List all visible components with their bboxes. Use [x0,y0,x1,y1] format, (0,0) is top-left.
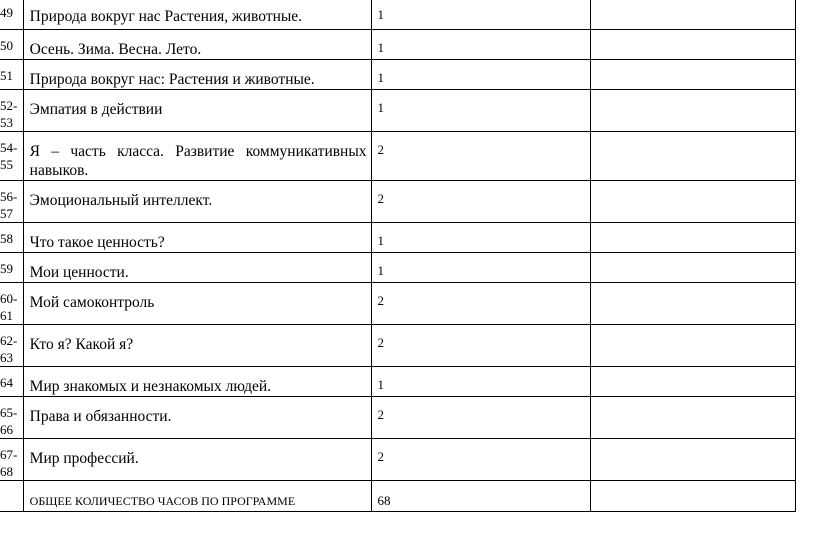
lesson-hours-cell [371,325,591,367]
lesson-topic: Я – часть класса. Развитие коммуникативных навыков. [29,143,367,179]
lesson-hours-cell [371,283,591,325]
lesson-hours: 2 [377,449,385,464]
lesson-number-cell [0,30,23,60]
lesson-topic-cell [23,0,371,30]
lesson-hours-cell [371,367,591,397]
total-label: ОБЩЕЕ КОЛИЧЕСТВО ЧАСОВ ПО ПРОГРАММЕ [29,494,296,508]
lesson-hours: 2 [377,407,385,422]
lesson-topic: Мои ценности. [29,264,129,281]
lesson-hours: 1 [377,233,385,248]
table-row [0,60,796,90]
empty-cell-cell [591,283,796,325]
lesson-hours: 1 [377,100,385,115]
empty-cell-cell [591,397,796,439]
total-extra-cell [591,481,796,512]
lesson-number-cell [0,90,23,132]
table-row [0,132,796,181]
table-row [0,181,796,223]
empty-cell-cell [591,253,796,283]
lesson-number: 54- 55 [0,140,18,172]
empty-cell-cell [591,90,796,132]
lesson-hours: 1 [377,377,385,392]
total-label-cell [23,481,371,512]
table-row [0,0,796,30]
lesson-number-cell [0,367,23,397]
lesson-number-cell [0,223,23,253]
lesson-number: 52- 53 [0,98,18,130]
lesson-topic-cell [23,90,371,132]
lesson-number-cell [0,0,23,30]
total-hours: 68 [377,493,391,508]
empty-cell-cell [591,367,796,397]
table-row [0,90,796,132]
lesson-topic: Права и обязанности. [29,408,172,425]
lesson-topic-cell [23,283,371,325]
lesson-number: 64 [0,375,13,390]
lesson-hours: 2 [377,335,385,350]
lesson-hours: 1 [377,70,385,85]
empty-cell-cell [591,223,796,253]
lesson-number-cell [0,439,23,481]
lesson-hours-cell [371,0,591,30]
lesson-hours: 1 [377,7,385,22]
lesson-number: 58 [0,231,13,246]
lesson-topic-cell [23,60,371,90]
lesson-number: 50 [0,38,13,53]
lesson-hours-cell [371,439,591,481]
lesson-number: 59 [0,261,13,276]
lesson-topic-cell [23,367,371,397]
table-row [0,223,796,253]
empty-cell-cell [591,132,796,181]
table-row [0,439,796,481]
lesson-hours-cell [371,132,591,181]
lesson-topic: Природа вокруг нас Растения, животные. [29,8,303,25]
lesson-number: 65- 66 [0,405,18,437]
empty-cell-cell [591,60,796,90]
table-row [0,367,796,397]
total-row [0,481,796,512]
lesson-hours: 1 [377,263,385,278]
empty-cell-cell [591,181,796,223]
lesson-number-cell [0,181,23,223]
lesson-topic: Природа вокруг нас: Растения и животные. [29,71,315,88]
lesson-topic: Эмоциональный интеллект. [29,192,213,209]
lesson-number-cell [0,397,23,439]
lesson-hours: 2 [377,142,385,157]
lesson-hours-cell [371,223,591,253]
empty-cell-cell [591,439,796,481]
lesson-hours-cell [371,181,591,223]
lesson-topic-cell [23,30,371,60]
empty-cell-cell [591,325,796,367]
lesson-hours: 2 [377,191,385,206]
lesson-topic: Эмпатия в действии [29,101,163,118]
table-row [0,325,796,367]
lesson-topic-cell [23,253,371,283]
lesson-number: 67- 68 [0,447,18,479]
lesson-hours-cell [371,397,591,439]
lesson-topic-cell [23,132,371,181]
lesson-topic-cell [23,181,371,223]
lesson-number: 56- 57 [0,189,18,221]
lesson-number-cell [0,60,23,90]
lesson-topic-cell [23,223,371,253]
table-row [0,253,796,283]
lesson-topic-cell [23,397,371,439]
lesson-topic: Мой самоконтроль [29,294,155,311]
lesson-number: 60- 61 [0,291,18,323]
lesson-number-cell [0,132,23,181]
lesson-hours-cell [371,60,591,90]
total-num-cell [0,481,23,512]
lesson-hours-cell [371,253,591,283]
empty-cell-cell [591,30,796,60]
lesson-number-cell [0,325,23,367]
lesson-number: 62- 63 [0,333,18,365]
lesson-topic: Осень. Зима. Весна. Лето. [29,41,202,58]
table-row [0,397,796,439]
lesson-hours: 2 [377,293,385,308]
lesson-number: 51 [0,68,13,83]
table-row [0,283,796,325]
empty-cell-cell [591,0,796,30]
lesson-topic: Мир профессий. [29,450,139,467]
lesson-topic: Что такое ценность? [29,234,165,251]
lesson-hours: 1 [377,40,385,55]
total-hours-cell [371,481,591,512]
lesson-number-cell [0,283,23,325]
lesson-topic-cell [23,439,371,481]
lesson-topic: Кто я? Какой я? [29,336,134,353]
lesson-number-cell [0,253,23,283]
lesson-topic-cell [23,325,371,367]
lesson-hours-cell [371,90,591,132]
table-row [0,30,796,60]
lesson-number: 49 [0,5,13,20]
lesson-topic: Мир знакомых и незнакомых людей. [29,378,272,395]
lesson-hours-cell [371,30,591,60]
